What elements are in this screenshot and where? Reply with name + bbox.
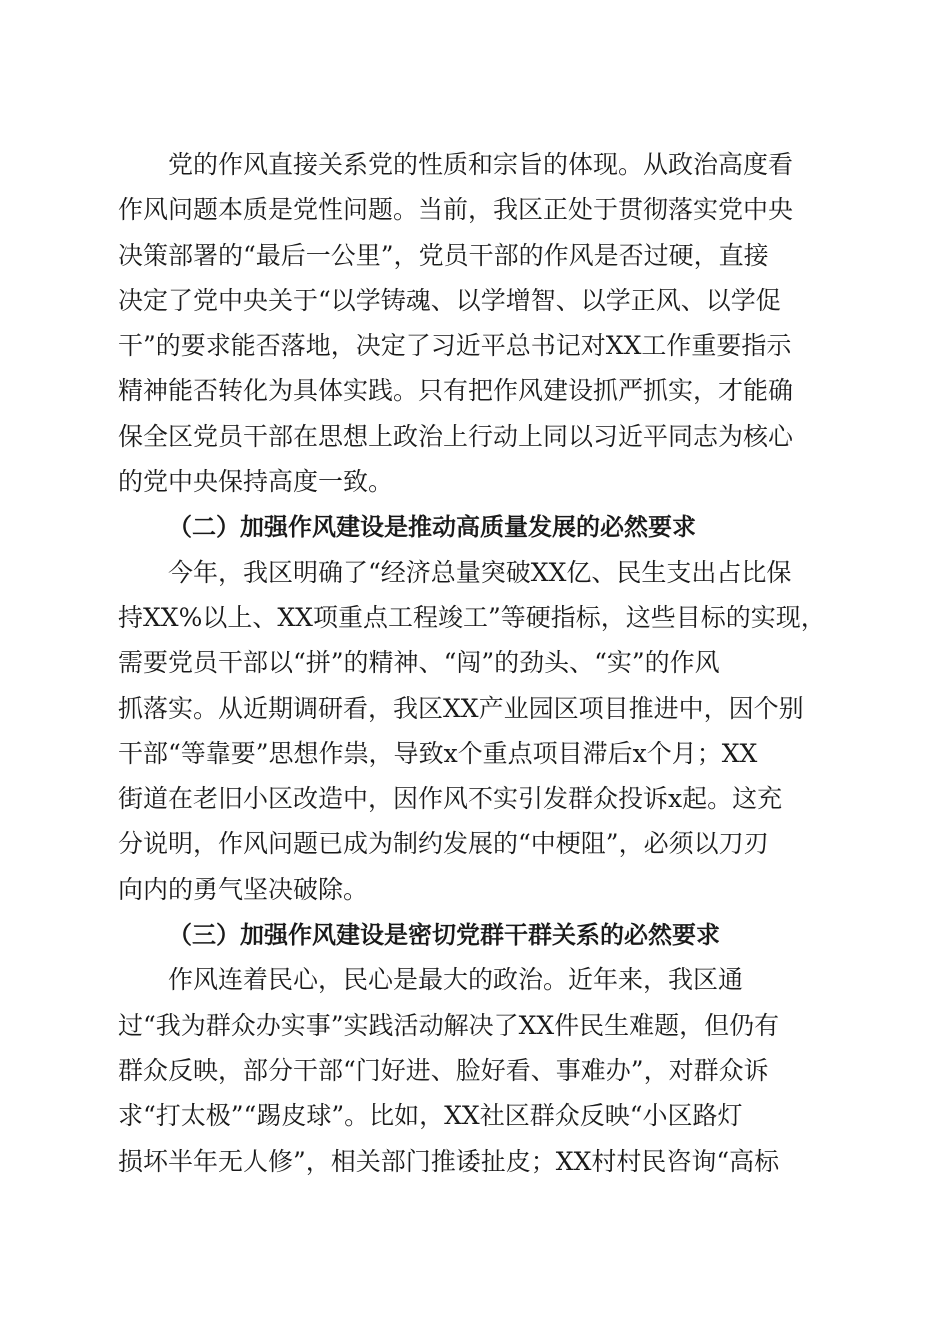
section-heading-2: （二）加强作风建设是推动高质量发展的必然要求 [168,512,696,542]
text-line: 保全区党员干部在思想上政治上行动上同以习近平同志为核心 [118,421,794,451]
text-line: 分说明，作风问题已成为制约发展的“中梗阻”，必须以刀刃 [118,829,769,859]
text-line: 作风连着民心，民心是最大的政治。近年来，我区通 [168,965,744,995]
text-line: 需要党员干部以“拼”的精神、“闯”的劲头、“实”的作风 [118,648,720,678]
text-line: 的党中央保持高度一致。 [118,467,394,497]
text-line: 向内的勇气坚决破除。 [118,874,369,904]
text-line: 决策部署的“最后一公里”，党员干部的作风是否过硬，直接 [118,240,769,270]
text-line: 今年，我区明确了“经济总量突破XX亿、民生支出占比保 [168,557,792,587]
paragraph-3 [118,957,830,1183]
paragraph-2 [118,550,830,912]
section-heading-3: （三）加强作风建设是密切党群干群关系的必然要求 [168,920,720,950]
text-line: 抓落实。从近期调研看，我区XX产业园区项目推进中，因个别 [118,693,804,723]
text-line: 干部“等靠要”思想作祟，导致x个重点项目滞后x个月；XX [118,738,758,768]
text-line: 求“打太极”“踢皮球”。比如，XX社区群众反映“小区路灯 [118,1101,743,1131]
text-line: 街道在老旧小区改造中，因作风不实引发群众投诉x起。这充 [118,784,783,814]
text-line: 损坏半年无人修”，相关部门推诿扯皮；XX村村民咨询“高标 [118,1146,780,1176]
text-line: 群众反映，部分干部“门好进、脸好看、事难办”，对群众诉 [118,1055,769,1085]
text-line: 持XX%以上、XX项重点工程竣工”等硬指标，这些目标的实现， [118,602,826,632]
paragraph-1 [118,142,830,504]
text-line: 党的作风直接关系党的性质和宗旨的体现。从政治高度看 [168,150,794,179]
text-line: 决定了党中央关于“以学铸魂、以学增智、以学正风、以学促 [118,285,781,315]
text-line: 精神能否转化为具体实践。只有把作风建设抓严抓实，才能确 [118,376,794,406]
text-line: 作风问题本质是党性问题。当前，我区正处于贯彻落实党中央 [118,195,794,225]
document-page [118,142,830,1184]
text-line: 过“我为群众办实事”实践活动解决了XX件民生难题，但仍有 [118,1010,780,1040]
text-line: 干”的要求能否落地，决定了习近平总书记对XX工作重要指示 [118,331,792,361]
